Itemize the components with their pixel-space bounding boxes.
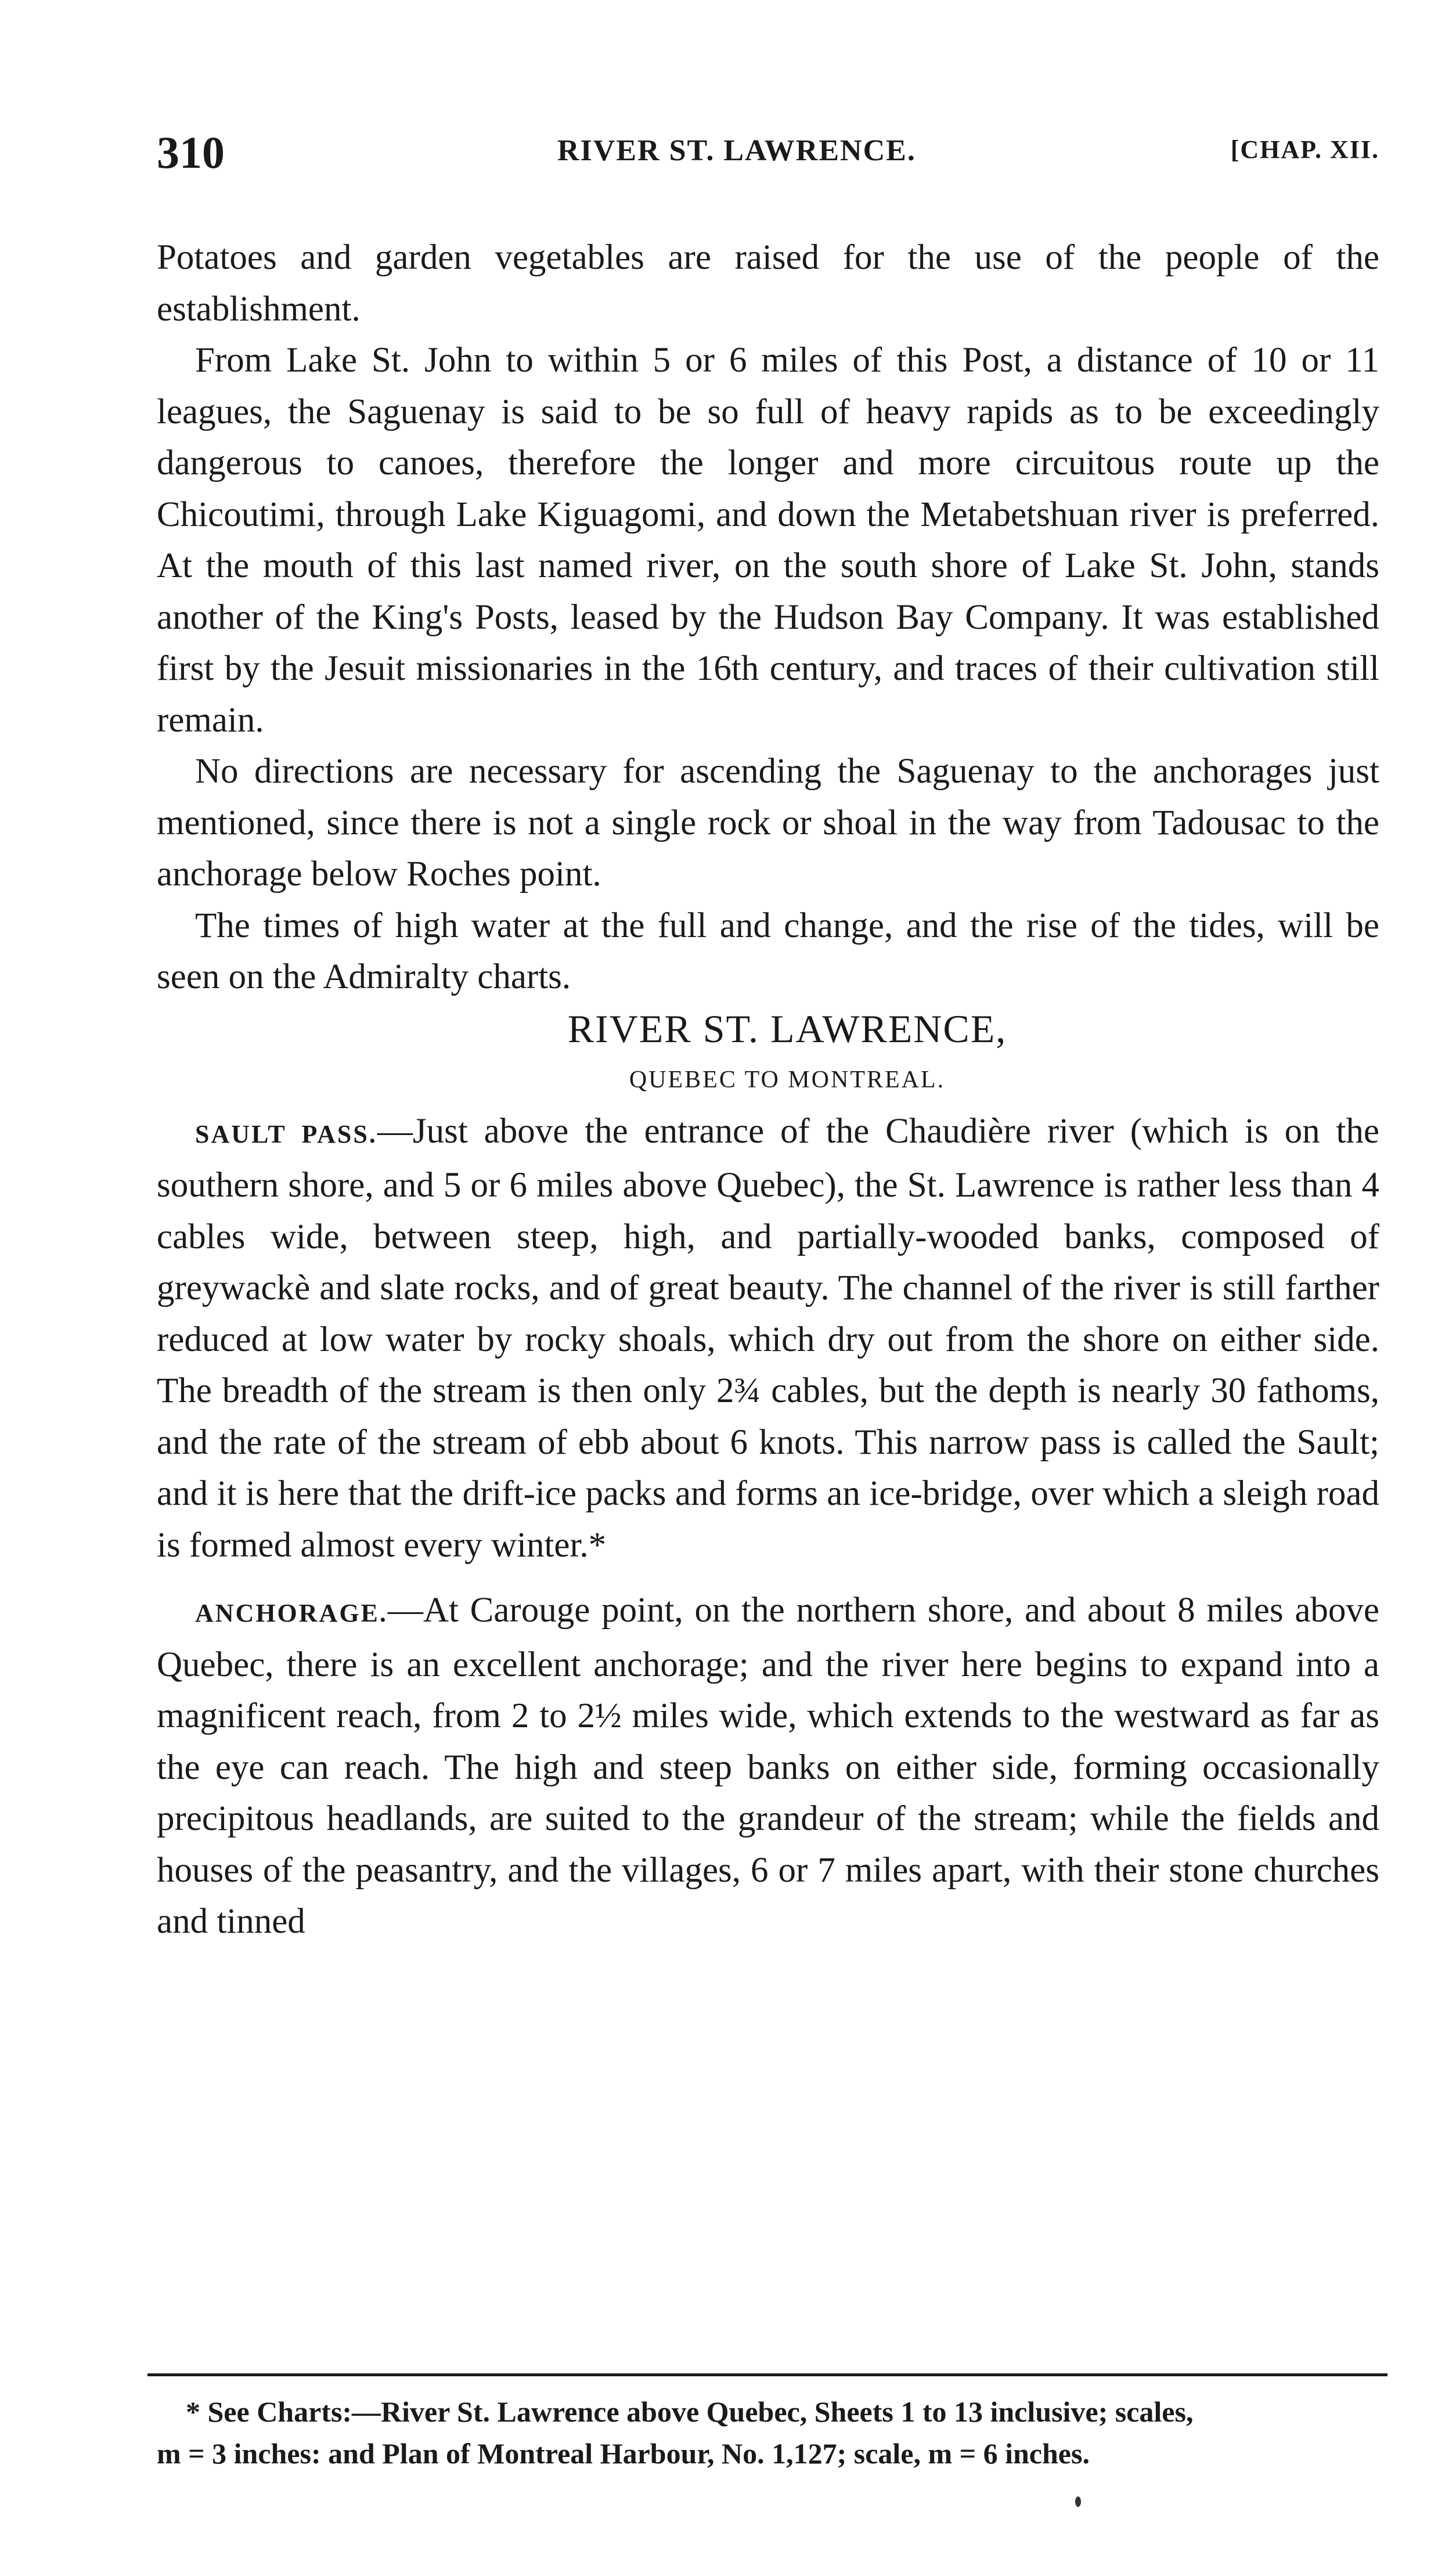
anchorage-heading: ANCHORAGE.: [195, 1599, 388, 1627]
paragraph-no-directions: No directions are necessary for ascending the Saguenay to the anchorages just mentioned, since there is not a single rock or shoal in the way from Tadousac to the anchorage below Roches point.: [157, 752, 1379, 894]
anchorage-text: —At Carouge point, on the northern shore, and about 8 miles above Quebec, there is an excellent anchorage; and the river here begins to expand into a magnificent reach, from 2 to 2½ miles wide, which extends to the westward as far as the eye can reach. The high and steep banks on either side, forming occasionally precipitous headlands, are suited to the grandeur of the stream; while the fields and houses of the peasantry, and the villages, 6 or 7 miles apart, with their stone churches and tinned: [157, 1591, 1379, 1941]
footnote-line-1: * See Charts:—River St. Lawrence above Quebec, Sheets 1 to 13 inclusive; scales,: [186, 2395, 1194, 2428]
section-subtitle: QUEBEC TO MONTREAL.: [629, 1067, 946, 1093]
paragraph-lake-st-john: From Lake St. John to within 5 or 6 miles of this Post, a distance of 10 or 11 leagues, the Saguenay is said to be so full of heavy rapids as to be exceedingly dangerous to canoes, therefore the longer and more circuitous route up the Chicoutimi, through Lake Kiguagomi, and down the Metabetshuan river is preferred. At the mouth of this last named river, on the south shore of Lake St. John, stands another of the King's Posts, leased by the Hudson Bay Company. It was established first by the Jesuit missionaries in the 16th century, and traces of their cultivation still remain.: [157, 341, 1379, 740]
running-head: [157, 127, 1379, 190]
paragraph-sault-pass: [157, 1106, 1379, 1572]
paragraph-potatoes: Potatoes and garden vegetables are raised for the use of the people of the establishment.: [157, 238, 1379, 329]
running-title: RIVER ST. LAWRENCE.: [557, 134, 916, 167]
page-number: 310: [157, 127, 225, 178]
ink-speck: [1075, 2496, 1081, 2507]
paragraph-high-water: The times of high water at the full and change, and the rise of the tides, will be seen on the Admiralty charts.: [157, 906, 1379, 996]
page-body: [157, 232, 1379, 1948]
paragraph-anchorage: [157, 1585, 1379, 1948]
chapter-label: [CHAP. XII.: [1230, 135, 1379, 164]
sault-pass-heading: SAULT PASS.: [195, 1119, 377, 1148]
footnote: [157, 2391, 1379, 2474]
footnote-divider: [147, 2373, 1387, 2376]
section-title: RIVER ST. LAWRENCE,: [567, 1006, 1007, 1051]
footnote-line-2: m = 3 inches: and Plan of Montreal Harbour, No. 1,127; scale, m = 6 inches.: [157, 2437, 1090, 2470]
sault-pass-text: —Just above the entrance of the Chaudière river (which is on the southern shore, and 5 or 6 miles above Quebec), the St. Lawrence is rather less than 4 cables wide, between steep, high, and partially-wooded banks, composed of greywackè and slate rocks, and of great beauty. The channel of the river is still farther reduced at low water by rocky shoals, which dry out from the shore on either side. The breadth of the stream is then only 2¾ cables, but the depth is nearly 30 fathoms, and the rate of the stream of ebb about 6 knots. This narrow pass is called the Sault; and it is here that the drift-ice packs and forms an ice-bridge, over which a sleigh road is formed almost every winter.*: [157, 1111, 1379, 1565]
